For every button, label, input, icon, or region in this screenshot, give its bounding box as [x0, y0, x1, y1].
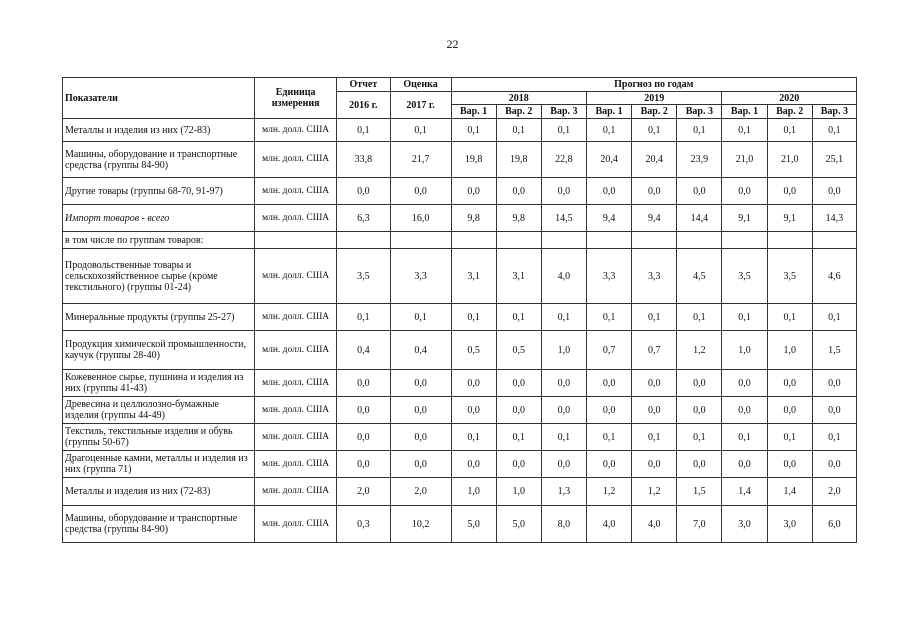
value-cell: 0,0 [812, 451, 856, 478]
value-cell: 21,7 [390, 142, 451, 178]
value-cell: 25,1 [812, 142, 856, 178]
value-cell: 0,0 [541, 370, 586, 397]
value-cell: 0,0 [722, 451, 767, 478]
value-cell: 0,0 [496, 397, 541, 424]
value-cell: 0,0 [451, 370, 496, 397]
value-cell: 0,1 [812, 119, 856, 142]
value-cell: 3,5 [337, 249, 391, 304]
row-label: Машины, оборудование и транспортные средства (группы 84-90) [63, 506, 255, 543]
value-cell: 4,0 [587, 506, 632, 543]
value-cell: 16,0 [390, 205, 451, 232]
value-cell: 19,8 [451, 142, 496, 178]
value-cell: 3,5 [722, 249, 767, 304]
row-label: Машины, оборудование и транспортные средства (группы 84-90) [63, 142, 255, 178]
report-header: Отчет [337, 78, 391, 92]
value-cell: 1,5 [677, 478, 722, 506]
unit-cell: млн. долл. США [255, 178, 337, 205]
table-row [63, 370, 857, 397]
value-cell: 3,0 [722, 506, 767, 543]
value-cell: 19,8 [496, 142, 541, 178]
value-cell: 0,0 [587, 451, 632, 478]
value-cell: 0,1 [451, 304, 496, 331]
value-cell: 0,1 [587, 424, 632, 451]
value-cell: 0,0 [767, 370, 812, 397]
value-cell: 1,0 [722, 331, 767, 370]
value-cell: 0,0 [337, 451, 391, 478]
value-cell: 0,1 [767, 119, 812, 142]
table-row [63, 331, 857, 370]
row-label: в том числе по группам товаров: [63, 232, 255, 249]
value-cell: 0,0 [632, 451, 677, 478]
value-cell: 0,1 [496, 304, 541, 331]
value-cell: 0,0 [677, 178, 722, 205]
page-number: 22 [446, 37, 459, 51]
table-row [63, 119, 857, 142]
value-cell: 1,0 [541, 331, 586, 370]
empty-cell [632, 232, 677, 249]
row-label: Металлы и изделия из них (72-83) [63, 478, 255, 506]
value-cell: 2,0 [390, 478, 451, 506]
value-cell: 0,0 [632, 178, 677, 205]
value-cell: 0,1 [767, 424, 812, 451]
value-cell: 6,3 [337, 205, 391, 232]
year-header-2020: 2020 [722, 92, 857, 105]
value-cell: 0,0 [390, 424, 451, 451]
unit-cell: млн. долл. США [255, 424, 337, 451]
unit-cell: млн. долл. США [255, 119, 337, 142]
value-cell: 1,0 [451, 478, 496, 506]
value-cell: 2,0 [812, 478, 856, 506]
value-cell: 0,1 [496, 119, 541, 142]
value-cell: 1,2 [677, 331, 722, 370]
value-cell: 1,3 [541, 478, 586, 506]
value-cell: 22,8 [541, 142, 586, 178]
value-cell: 0,0 [677, 397, 722, 424]
value-cell: 0,0 [541, 397, 586, 424]
value-cell: 0,1 [677, 304, 722, 331]
row-label: Другие товары (группы 68-70, 91-97) [63, 178, 255, 205]
value-cell: 9,1 [767, 205, 812, 232]
value-cell: 0,0 [337, 424, 391, 451]
forecast-header: Прогноз по годам [451, 78, 856, 92]
unit-cell: млн. долл. США [255, 397, 337, 424]
value-cell: 4,5 [677, 249, 722, 304]
table-row [63, 304, 857, 331]
value-cell: 1,4 [767, 478, 812, 506]
empty-cell [255, 232, 337, 249]
value-cell: 0,0 [812, 370, 856, 397]
value-cell: 0,0 [677, 370, 722, 397]
value-cell: 0,0 [451, 451, 496, 478]
table-row [63, 397, 857, 424]
unit-cell: млн. долл. США [255, 478, 337, 506]
value-cell: 33,8 [337, 142, 391, 178]
value-cell: 0,0 [496, 178, 541, 205]
table-row [63, 205, 857, 232]
value-cell: 0,0 [390, 451, 451, 478]
unit-cell: млн. долл. США [255, 205, 337, 232]
value-cell: 3,3 [390, 249, 451, 304]
value-cell: 23,9 [677, 142, 722, 178]
value-cell: 2,0 [337, 478, 391, 506]
value-cell: 0,1 [541, 424, 586, 451]
table-row [63, 424, 857, 451]
value-cell: 0,0 [390, 370, 451, 397]
value-cell: 9,8 [451, 205, 496, 232]
value-cell: 0,0 [677, 451, 722, 478]
value-cell: 0,0 [587, 178, 632, 205]
value-cell: 9,4 [632, 205, 677, 232]
unit-cell: млн. долл. США [255, 142, 337, 178]
value-cell: 21,0 [767, 142, 812, 178]
value-cell: 5,0 [496, 506, 541, 543]
variant-header: Вар. 3 [541, 105, 586, 119]
value-cell: 0,0 [390, 178, 451, 205]
value-cell: 0,1 [390, 304, 451, 331]
variant-header: Вар. 1 [722, 105, 767, 119]
empty-cell [767, 232, 812, 249]
value-cell: 0,1 [722, 304, 767, 331]
value-cell: 4,0 [541, 249, 586, 304]
value-cell: 0,0 [767, 451, 812, 478]
estimate-header: Оценка [390, 78, 451, 92]
value-cell: 14,5 [541, 205, 586, 232]
unit-cell: млн. долл. США [255, 451, 337, 478]
value-cell: 0,0 [632, 397, 677, 424]
table-body [63, 119, 857, 543]
unit-header-line1: Единица [275, 87, 316, 98]
value-cell: 0,0 [722, 370, 767, 397]
table-row [63, 506, 857, 543]
value-cell: 0,0 [390, 397, 451, 424]
value-cell: 0,1 [587, 304, 632, 331]
value-cell: 0,1 [587, 119, 632, 142]
row-label: Текстиль, текстильные изделия и обувь (группы 50-67) [63, 424, 255, 451]
section-row [63, 232, 857, 249]
value-cell: 0,0 [541, 178, 586, 205]
value-cell: 1,0 [767, 331, 812, 370]
value-cell: 0,0 [541, 451, 586, 478]
value-cell: 20,4 [587, 142, 632, 178]
value-cell: 0,0 [587, 370, 632, 397]
empty-cell [677, 232, 722, 249]
row-label: Кожевенное сырье, пушнина и изделия из них (группы 41-43) [63, 370, 255, 397]
value-cell: 9,4 [587, 205, 632, 232]
variant-header: Вар. 1 [451, 105, 496, 119]
value-cell: 8,0 [541, 506, 586, 543]
value-cell: 21,0 [722, 142, 767, 178]
value-cell: 14,4 [677, 205, 722, 232]
value-cell: 1,2 [587, 478, 632, 506]
variant-header: Вар. 3 [677, 105, 722, 119]
value-cell: 0,5 [451, 331, 496, 370]
year-header-2018: 2018 [451, 92, 586, 105]
value-cell: 0,1 [541, 304, 586, 331]
value-cell: 3,3 [587, 249, 632, 304]
row-label: Продукция химической промышленности, каучук (группы 28-40) [63, 331, 255, 370]
variant-header: Вар. 2 [767, 105, 812, 119]
value-cell: 0,0 [722, 178, 767, 205]
value-cell: 0,1 [677, 119, 722, 142]
value-cell: 0,0 [632, 370, 677, 397]
row-label: Продовольственные товары и сельскохозяйственное сырье (кроме текстильного) (группы 01-24) [63, 249, 255, 304]
value-cell: 0,0 [451, 178, 496, 205]
empty-cell [390, 232, 451, 249]
unit-cell: млн. долл. США [255, 249, 337, 304]
value-cell: 0,4 [390, 331, 451, 370]
value-cell: 3,3 [632, 249, 677, 304]
empty-cell [587, 232, 632, 249]
value-cell: 0,1 [677, 424, 722, 451]
unit-header [255, 78, 337, 119]
forecast-table [62, 77, 857, 543]
unit-cell: млн. долл. США [255, 331, 337, 370]
value-cell: 7,0 [677, 506, 722, 543]
value-cell: 0,1 [451, 424, 496, 451]
value-cell: 3,5 [767, 249, 812, 304]
value-cell: 0,1 [496, 424, 541, 451]
empty-cell [496, 232, 541, 249]
value-cell: 0,1 [632, 304, 677, 331]
unit-header-line2: измерения [271, 98, 320, 109]
table-row [63, 178, 857, 205]
row-label: Металлы и изделия из них (72-83) [63, 119, 255, 142]
report-year-header: 2016 г. [337, 92, 391, 119]
estimate-year-header: 2017 г. [390, 92, 451, 119]
value-cell: 0,3 [337, 506, 391, 543]
unit-cell: млн. долл. США [255, 304, 337, 331]
value-cell: 0,1 [632, 119, 677, 142]
value-cell: 0,1 [337, 304, 391, 331]
table-row [63, 142, 857, 178]
table-row [63, 478, 857, 506]
value-cell: 0,0 [337, 370, 391, 397]
variant-header: Вар. 3 [812, 105, 856, 119]
value-cell: 0,0 [337, 178, 391, 205]
value-cell: 0,0 [337, 397, 391, 424]
unit-cell: млн. долл. США [255, 370, 337, 397]
empty-cell [812, 232, 856, 249]
value-cell: 0,1 [390, 119, 451, 142]
value-cell: 0,7 [632, 331, 677, 370]
value-cell: 0,1 [541, 119, 586, 142]
value-cell: 0,1 [337, 119, 391, 142]
value-cell: 6,0 [812, 506, 856, 543]
row-label: Драгоценные камни, металлы и изделия из них (группа 71) [63, 451, 255, 478]
value-cell: 0,4 [337, 331, 391, 370]
value-cell: 0,0 [722, 397, 767, 424]
value-cell: 0,5 [496, 331, 541, 370]
value-cell: 4,6 [812, 249, 856, 304]
value-cell: 10,2 [390, 506, 451, 543]
row-label: Древесина и целлюлозно-бумажные изделия (группы 44-49) [63, 397, 255, 424]
value-cell: 1,0 [496, 478, 541, 506]
value-cell: 0,1 [812, 424, 856, 451]
row-label: Импорт товаров - всего [63, 205, 255, 232]
value-cell: 0,7 [587, 331, 632, 370]
value-cell: 0,0 [812, 397, 856, 424]
variant-header: Вар. 2 [632, 105, 677, 119]
variant-header: Вар. 1 [587, 105, 632, 119]
value-cell: 3,1 [496, 249, 541, 304]
empty-cell [541, 232, 586, 249]
value-cell: 9,8 [496, 205, 541, 232]
value-cell: 1,4 [722, 478, 767, 506]
empty-cell [722, 232, 767, 249]
table-row [63, 249, 857, 304]
value-cell: 5,0 [451, 506, 496, 543]
value-cell: 0,1 [722, 424, 767, 451]
value-cell: 1,5 [812, 331, 856, 370]
value-cell: 9,1 [722, 205, 767, 232]
value-cell: 0,1 [812, 304, 856, 331]
value-cell: 0,0 [451, 397, 496, 424]
row-label: Минеральные продукты (группы 25-27) [63, 304, 255, 331]
empty-cell [337, 232, 391, 249]
value-cell: 1,2 [632, 478, 677, 506]
variant-header: Вар. 2 [496, 105, 541, 119]
value-cell: 0,0 [496, 370, 541, 397]
table-row [63, 451, 857, 478]
value-cell: 4,0 [632, 506, 677, 543]
value-cell: 0,1 [767, 304, 812, 331]
value-cell: 0,1 [722, 119, 767, 142]
unit-cell: млн. долл. США [255, 506, 337, 543]
value-cell: 0,0 [587, 397, 632, 424]
value-cell: 0,0 [812, 178, 856, 205]
value-cell: 3,1 [451, 249, 496, 304]
value-cell: 3,0 [767, 506, 812, 543]
value-cell: 0,0 [767, 178, 812, 205]
value-cell: 0,1 [632, 424, 677, 451]
value-cell: 0,0 [496, 451, 541, 478]
value-cell: 20,4 [632, 142, 677, 178]
value-cell: 0,1 [451, 119, 496, 142]
value-cell: 14,3 [812, 205, 856, 232]
value-cell: 0,0 [767, 397, 812, 424]
table-header [63, 78, 857, 119]
empty-cell [451, 232, 496, 249]
indicators-header: Показатели [63, 78, 255, 119]
year-header-2019: 2019 [587, 92, 722, 105]
